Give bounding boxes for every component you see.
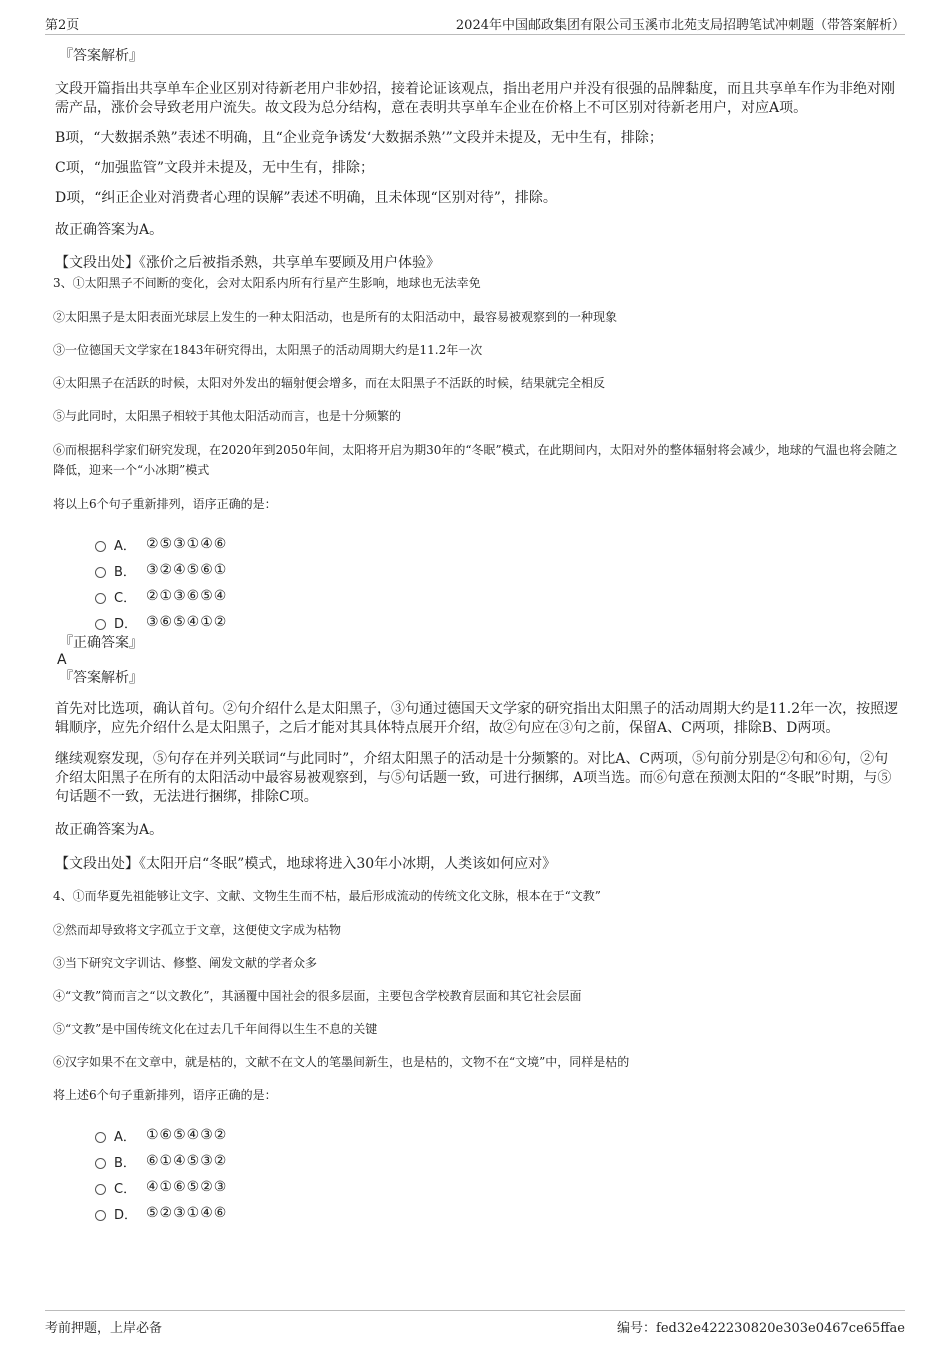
analysis-paragraph: 文段开篇指出共享单车企业区别对待新老用户非妙招，接着论证该观点，指出老用户并没有很强的品牌黏度，而且共享单车作为非绝对刚需产品，涨价会导致老用户流失。故文段为总分结构，意在表明共享单车企业在价格上不可区别对待新老用户，对应A项。 xyxy=(55,81,895,116)
question-sentence: ⑥汉字如果不在文章中，就是枯的，文献不在文人的笔墨间新生，也是枯的，文物不在“文境”中，同样是枯的 xyxy=(53,1055,630,1069)
analysis-paragraph: 继续观察发现，⑤句存在并列关联词“与此同时”，介绍太阳黑子的活动是十分频繁的。对比A、C两项，⑤句前分别是②句和⑥句，②句介绍太阳黑子在所有的太阳活动中最容易被观察到，与⑤句话题一致，可进行捆绑，A项当选。而⑥句意在预测太阳的“冬眠”时期，与⑤句话题不一致，无法进行捆绑，排除C项。 xyxy=(55,751,892,805)
footer-slogan: 考前押题，上岸必备 xyxy=(45,1321,163,1336)
question-sentence: 4、①而华夏先祖能够让文字、文献、文物生生而不枯，最后形成流动的传统文化文脉，根本在于“文教” xyxy=(53,889,601,903)
question-sentence: ⑤“文教”是中国传统文化在过去几千年间得以生生不息的关键 xyxy=(53,1022,378,1036)
analysis-paragraph: C项，“加强监管”文段并未提及，无中生有，排除； xyxy=(55,160,375,176)
option-d[interactable]: D． ⑤②③①④⑥ xyxy=(95,1200,900,1226)
option-b[interactable]: B． ③②④⑤⑥① xyxy=(95,557,900,583)
analysis-paragraph: B项，“大数据杀熟”表述不明确，且“企业竞争诱发‘大数据杀熟’”文段并未提及，无中生有，排除； xyxy=(55,130,663,146)
analysis-paragraph: 首先对比选项，确认首句。②句介绍什么是太阳黑子，③句通过德国天文学家的研究指出太阳黑子的活动周期大约是11.2年一次，按照逻辑顺序，应先介绍什么是太阳黑子，之后才能对其具体特点展开介绍，故②句应在③句之前，保留A、C两项，排除B、D两项。 xyxy=(55,701,899,736)
analysis-label: 『答案解析』 xyxy=(59,670,143,686)
analysis-conclusion: 故正确答案为A。 xyxy=(55,822,164,838)
radio-icon[interactable] xyxy=(95,567,106,578)
radio-icon[interactable] xyxy=(95,1210,106,1221)
option-c[interactable]: C． ④①⑥⑤②③ xyxy=(95,1174,900,1200)
radio-icon[interactable] xyxy=(95,1132,106,1143)
document-id: 编号：fed32e422230820e303e0467ce65ffae xyxy=(617,1321,905,1336)
question-sentence: ④太阳黑子在活跃的时候，太阳对外发出的辐射便会增多，而在太阳黑子不活跃的时候，结果就完全相反 xyxy=(53,376,606,390)
source-citation: 【文段出处】《太阳开启“冬眠”模式，地球将进入30年小冰期，人类该如何应对》 xyxy=(55,856,557,872)
document-title: 2024年中国邮政集团有限公司玉溪市北苑支局招聘笔试冲刺题（带答案解析） xyxy=(455,18,905,33)
question-sentence: ⑤与此同时，太阳黑子相较于其他太阳活动而言，也是十分频繁的 xyxy=(53,409,402,423)
source-citation: 【文段出处】《涨价之后被指杀熟，共享单车要顾及用户体验》 xyxy=(55,255,440,271)
radio-icon[interactable] xyxy=(95,1184,106,1195)
radio-icon[interactable] xyxy=(95,541,106,552)
page-header xyxy=(45,10,905,35)
radio-icon[interactable] xyxy=(95,1158,106,1169)
analysis-paragraph: D项，“纠正企业对消费者心理的误解”表述不明确，且未体现“区别对待”，排除。 xyxy=(55,190,557,206)
question-sentence: ②然而却导致将文字孤立于文章，这便使文字成为枯物 xyxy=(53,923,342,937)
option-a[interactable]: A． ②⑤③①④⑥ xyxy=(95,531,900,557)
correct-answer: A xyxy=(57,652,67,668)
option-c[interactable]: C． ②①③⑥⑤④ xyxy=(95,583,900,609)
option-b[interactable]: B． ⑥①④⑤③② xyxy=(95,1148,900,1174)
page-footer xyxy=(45,1310,905,1339)
question-sentence: ③当下研究文字训诂、修整、阐发文献的学者众多 xyxy=(53,956,318,970)
analysis-label: 『答案解析』 xyxy=(59,48,143,64)
answer-label: 『正确答案』 xyxy=(59,635,143,651)
radio-icon[interactable] xyxy=(95,619,106,630)
radio-icon[interactable] xyxy=(95,593,106,604)
q3-options xyxy=(55,531,900,635)
page-number: 第2页 xyxy=(45,18,80,33)
option-a[interactable]: A． ①⑥⑤④③② xyxy=(95,1122,900,1148)
question-sentence: ⑥而根据科学家们研究发现，在2020年到2050年间，太阳将开启为期30年的“冬眠”模式，在此期间内，太阳对外的整体辐射将会减少，地球的气温也将会随之降低，迎来一个“小冰期”模式 xyxy=(53,443,898,477)
question-prompt: 将以上6个句子重新排列，语序正确的是： xyxy=(53,497,277,511)
question-sentence: ②太阳黑子是太阳表面光球层上发生的一种太阳活动，也是所有的太阳活动中，最容易被观察到的一种现象 xyxy=(53,310,618,324)
option-d[interactable]: D． ③⑥⑤④①② xyxy=(95,609,900,635)
analysis-conclusion: 故正确答案为A。 xyxy=(55,222,164,238)
document-body xyxy=(55,46,900,1226)
question-sentence: ④“文教”简而言之“以文教化”，其涵覆中国社会的很多层面，主要包含学校教育层面和其它社会层面 xyxy=(53,989,582,1003)
question-sentence: 3、①太阳黑子不间断的变化，会对太阳系内所有行星产生影响，地球也无法幸免 xyxy=(53,276,481,290)
q4-options xyxy=(55,1122,900,1226)
question-prompt: 将上述6个句子重新排列，语序正确的是： xyxy=(53,1088,277,1102)
question-sentence: ③一位德国天文学家在1843年研究得出，太阳黑子的活动周期大约是11.2年一次 xyxy=(53,343,483,357)
